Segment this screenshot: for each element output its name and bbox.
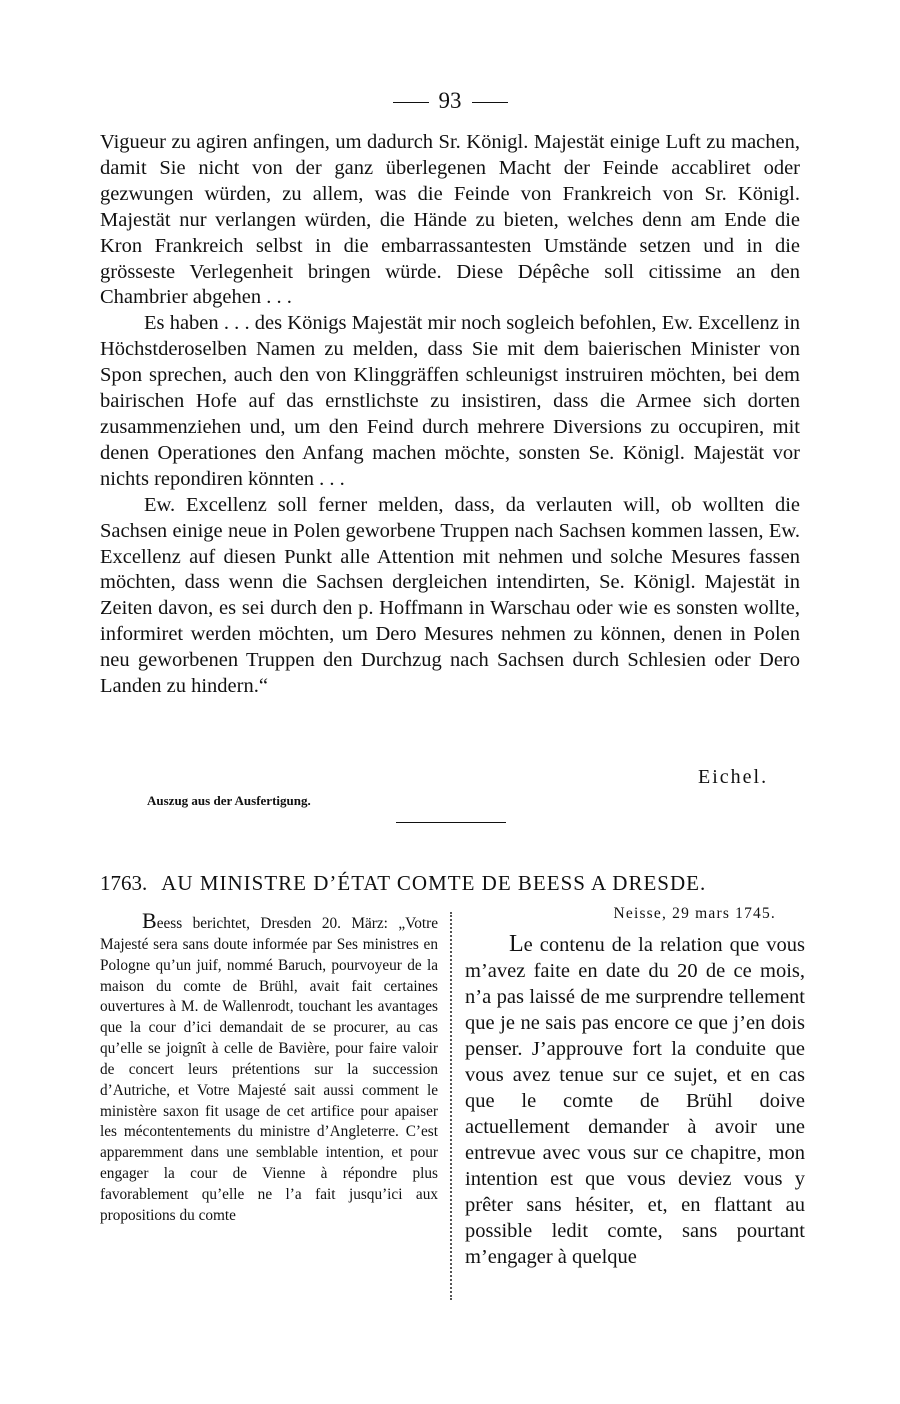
paragraph-2: Es haben . . . des Königs Majestät mir noch sogleich befohlen, Ew. Excellenz in Höchstderoselben Namen zu melden, dass Sie mit dem baierischen Minister von Spon sprechen, auch den von Klinggräffen schleunigst instruiren möchten, bei dem bairischen Hofe auf das ernstlichste zu insistiren, dass die Armee sich dorten zusammenziehen und, um den Feind durch mehrere Diversions zu occupiren, mit denen Operationes den Anfang machen möchte, sonsten Se. Königl. Majestät vor nichts repondiren könnten . . .	[100, 312, 800, 490]
letter-body-column	[465, 931, 805, 1270]
column-divider	[450, 912, 452, 1300]
body-initial: L	[509, 931, 524, 957]
body-text: e contenu de la relation que vous m’avez faite en date du 20 de ce mois, n’a pas laissé de me surprendre tellement que je ne sais pas encore ce que j’en dois penser. J’approuve fort la conduite que vous avez tenue sur ce sujet, et en cas que le comte de Brühl doive actuellement demander à avoir une entrevue avec vous sur ce chapitre, mon intention est que vous deviez vous y prêter sans hésiter, et, en flattant au possible ledit comte, sans pourtant m’engager à quelque	[465, 934, 805, 1268]
letter-heading	[100, 871, 802, 896]
source-note: Auszug aus der Ausfertigung.	[147, 793, 311, 808]
main-text	[100, 130, 800, 700]
page-number: 93	[438, 88, 462, 113]
paragraph-1: Vigueur zu agiren anfingen, um dadurch Sr. Königl. Majestät einige Luft zu machen, damit Sie nicht von der ganz überlegenen Macht der Feinde accabliret oder gezwungen würden, zu allem, was die Feinde von Frankreich von Sr. Königl. Majestät nur verlangen würden, die Hände zu bieten, welches denn am Ende die Kron Frankreich selbst in die embarrassantesten Umstände setzen und in die grösseste Verlegenheit bringen würde. Diese Dépêche soll citissime an den Chambrier abgehen . . .	[100, 131, 800, 309]
header-dash-right	[472, 102, 508, 103]
date-line: Neisse, 29 mars 1745.	[613, 905, 776, 922]
summary-column	[100, 908, 438, 1227]
letter-title: AU MINISTRE D’ÉTAT COMTE DE BEESS A DRESDE.	[161, 871, 707, 895]
section-rule	[396, 822, 506, 823]
letter-number: 1763.	[100, 871, 148, 895]
summary-paragraph	[100, 908, 438, 1227]
paragraph-3: Ew. Excellenz soll ferner melden, dass, da verlauten will, ob wollten die Sachsen einige neue in Polen geworbene Truppen nach Sachsen kommen lassen, Ew. Excellenz auf diesen Punkt alle Attention mit nehmen und solche Mesures fassen möchten, dass wenn die Sachsen dergleichen intendirten, Se. Königl. Majestät in Zeiten davon, es sei durch den p. Hoffmann in Warschau oder wie es sonsten wollte, informiret werden möchten, um Dero Mesures nehmen zu können, denen in Polen neu geworbenen Truppen den Durchzug nach Sachsen durch Schlesien oder Dero Landen zu hindern.“	[100, 493, 800, 698]
signature: Eichel.	[698, 766, 769, 788]
header-dash-left	[393, 102, 429, 103]
summary-text: eess berichtet, Dresden 20. März: „Votre Majesté sera sans doute informée par Ses ministres en Pologne qu’un juif, nommé Baruch, pourvoyeur de la maison du comte de Brühl, avait fait certaines ouvertures à M. de Wallenrodt, touchant les avantages que la cour d’ici demandait de se procurer, au cas qu’elle se joignît à celle de Bavière, pour faire valoir de concert leurs prétentions sur la succession d’Autriche, et Votre Majesté sait aussi comment le ministère saxon fit usage de cet artifice pour apaiser les mécontentements du ministre d’Angleterre. C’est apparemment dans une semblable intention, et pour engager la cour de Vienne à répondre plus favorablement qu’elle ne l’a fait jusqu’ici aux propositions du comte	[100, 915, 438, 1224]
page-header	[0, 88, 900, 114]
letter-body-paragraph	[465, 931, 805, 1270]
summary-initial: B	[142, 908, 157, 933]
